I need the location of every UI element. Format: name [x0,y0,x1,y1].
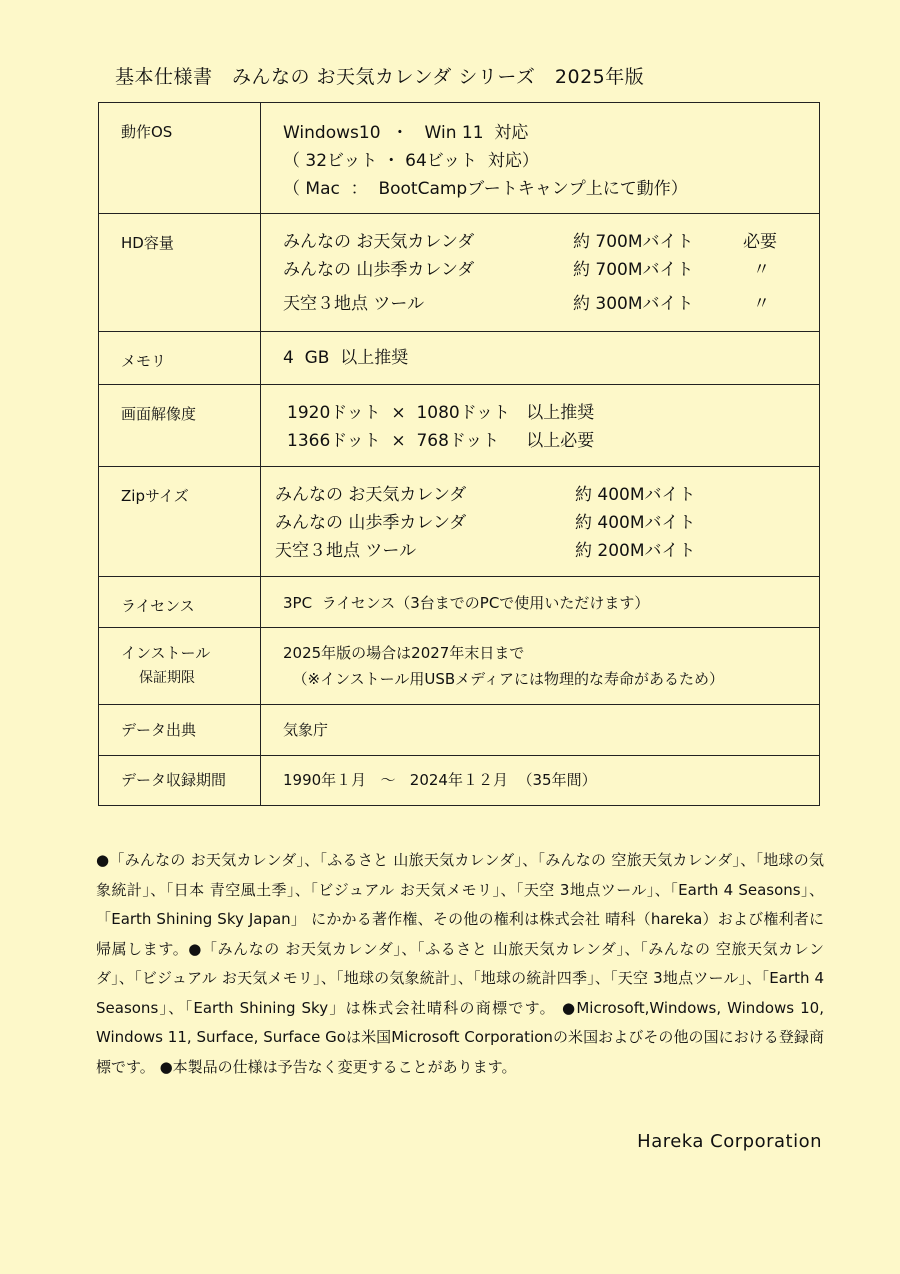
row-label: HD容量 [99,214,261,332]
item-name: みんなの 山歩季カレンダ [275,513,467,533]
value-line: （ 32ビット ・ 64ビット 対応） [283,151,539,171]
hd-item [283,290,819,318]
item-note: 必要 [743,232,777,252]
item-size: 約 300Mバイト [573,294,694,314]
item-size: 約 400Mバイト [575,513,696,533]
item-size: 約 700Mバイト [573,260,694,280]
item-size: 約 700Mバイト [573,232,694,252]
row-label: 画面解像度 [99,385,261,467]
spec-row-install [99,628,820,705]
row-value [261,214,820,332]
company-name: Hareka Corporation [637,1131,822,1152]
item-name: 天空３地点 ツール [283,294,425,314]
item-size: 約 200Mバイト [575,541,696,561]
zip-item [275,537,819,565]
row-label: ライセンス [99,577,261,628]
spec-row-hd [99,214,820,332]
value-line: （※インストール用USBメディアには物理的な寿命があるため） [283,670,724,688]
value-line: 3PC ライセンス（3台までのPCで使用いただけます） [283,594,650,612]
spec-table [98,102,820,806]
row-label-sub: 保証期限 [139,670,195,686]
value-line: （ Mac ： BootCampブートキャンプ上にて動作） [283,179,688,199]
hd-item [283,256,819,284]
spec-row-zip [99,467,820,577]
row-label: メモリ [99,332,261,385]
value-line: 2025年版の場合は2027年末日まで [283,644,525,662]
item-name: みんなの 山歩季カレンダ [283,260,475,280]
row-value [261,577,820,628]
row-value [261,332,820,385]
spec-row-resolution [99,385,820,467]
row-label: データ出典 [99,705,261,756]
item-name: みんなの お天気カレンダ [275,485,467,505]
row-label [99,628,261,705]
row-label: データ収録期間 [99,756,261,806]
item-size: 約 400Mバイト [575,485,696,505]
value-line: 4 GB 以上推奨 [283,348,409,368]
page-title: 基本仕様書 みんなの お天気カレンダ シリーズ 2025年版 [115,66,645,88]
value-line: 気象庁 [283,721,329,739]
spec-row-os [99,103,820,214]
item-name: 天空３地点 ツール [275,541,417,561]
row-value [261,756,820,806]
row-value [261,467,820,577]
row-value [261,385,820,467]
value-line: 1990年１月 ～ 2024年１２月 （35年間） [283,771,597,789]
zip-item [275,509,819,537]
row-label: 動作OS [99,103,261,214]
spec-row-source [99,705,820,756]
spec-row-license [99,577,820,628]
row-value [261,705,820,756]
row-label: Zipサイズ [99,467,261,577]
value-line: 1920ドット × 1080ドット 以上推奨 [287,403,595,423]
row-value [261,628,820,705]
row-label-main: インストール [121,644,211,662]
value-line: Windows10 ・ Win 11 対応 [283,123,529,143]
spec-row-period [99,756,820,806]
item-note: 〃 [753,260,770,280]
copyright-notes: ●「みんなの お天気カレンダ」、「ふるさと 山旅天気カレンダ」、「みんなの 空旅天気カレンダ」、「地球の気象統計」、「日本 青空風土季」、「ビジュアル お天気メモリ」、「天空 3地点ツール」、「Earth 4 Seasons」、「Earth Shining Sky Japan」 にかかる著作権、その他の権利は株式会社 晴科（hareka）および権利者に帰属します。●「みんなの お天気カレンダ」、「ふるさと 山旅天気カレンダ」、「みんなの 空旅天気カレンダ」、「ビジュアル お天気メモリ」、「地球の気象統計」、「地球の統計四季」、「天空 3地点ツール」、「Earth 4 Seasons」、「Earth Shining Sky」は株式会社晴科の商標です。 ●Microsoft,Windows, Windows 10, Windows 11, Surface, Surface Goは米国Microsoft Corporationの米国およびその他の国における登録商標です。 ●本製品の仕様は予告なく変更することがあります。 [96,851,824,1076]
item-name: みんなの お天気カレンダ [283,232,475,252]
spec-row-memory [99,332,820,385]
value-line: 1366ドット × 768ドット 以上必要 [287,431,595,451]
hd-item [283,228,819,256]
row-value [261,103,820,214]
item-note: 〃 [753,294,770,314]
zip-item [275,481,819,509]
